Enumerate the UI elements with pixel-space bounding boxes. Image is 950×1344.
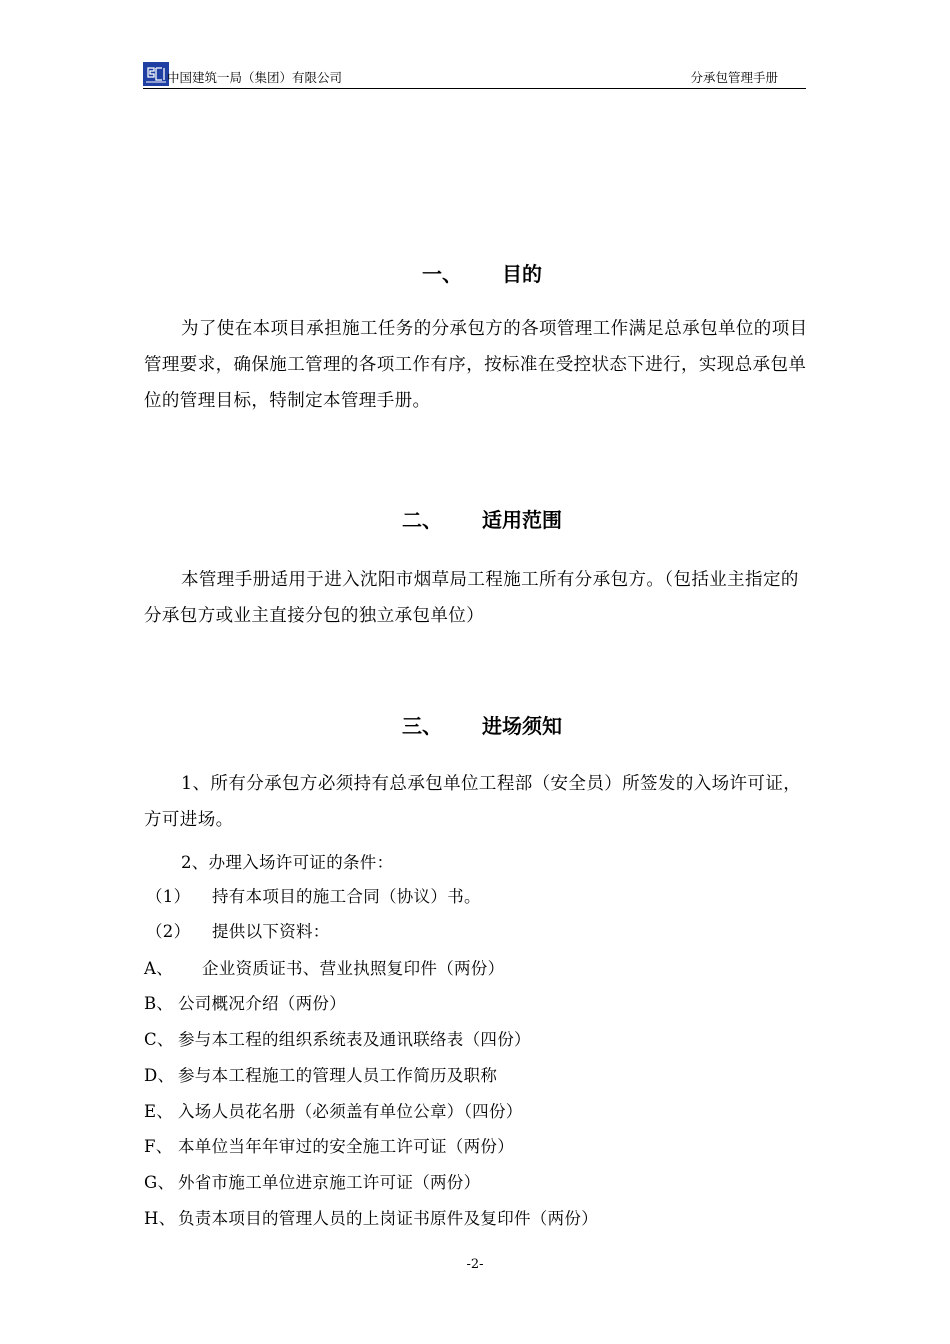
material-text: 负责本项目的管理人员的上岗证书原件及复印件（两份） [178,1209,598,1228]
condition-text: 提供以下资料： [212,922,330,941]
material-label: A、 [144,959,174,978]
material-label: F、 [144,1137,173,1156]
material-label: H、 [144,1209,176,1228]
page-header [143,62,806,89]
condition-item [146,918,330,942]
condition-item [146,883,481,907]
company-logo-icon [143,62,169,86]
page-number: -2- [466,1257,484,1272]
section-number: 三、 [401,714,442,738]
material-text: 入场人员花名册（必须盖有单位公章）（四份） [178,1102,523,1121]
material-item [144,1062,497,1086]
material-text: 本单位当年年审过的安全施工许可证（两份） [178,1137,514,1156]
section-number: 一、 [421,262,462,286]
section-title: 目的 [501,262,542,286]
purpose-paragraph: 为了使在本项目承担施工任务的分承包方的各项管理工作满足总承包单位的项目管理要求，确保施工管理的各项工作有序，按标准在受控状态下进行，实现总承包单位的管理目标，特制定本管理手册。 [144,319,808,411]
scope-paragraph: 本管理手册适用于进入沈阳市烟草局工程施工所有分承包方。（包括业主指定的分承包方或业主直接分包的独立承包单位） [144,570,799,626]
condition-label: （1） [146,887,191,906]
condition-text: 持有本项目的施工合同（协议）书。 [212,887,481,906]
material-item [144,1026,531,1050]
manual-title: 分承包管理手册 [690,70,778,85]
section-number: 二、 [401,508,442,532]
material-label: D、 [144,1066,175,1085]
company-name: 中国建筑一局（集团）有限公司 [167,70,343,85]
material-item [144,1098,523,1122]
material-item [144,990,346,1014]
material-item [144,1133,514,1157]
material-text: 参与本工程的组织系统表及通讯联络表（四份） [178,1030,531,1049]
section-heading-scope [0,480,950,533]
section-heading-entry [0,686,950,739]
entry-item-1: 1、所有分承包方必须持有总承包单位工程部（安全员）所签发的入场许可证，方可进场。 [144,774,802,830]
material-text: 参与本工程施工的管理人员工作简历及职称 [178,1066,498,1085]
material-label: C、 [144,1030,174,1049]
section-title: 适用范围 [481,508,562,532]
material-label: G、 [144,1173,175,1192]
material-text: 公司概况介绍（两份） [178,994,346,1013]
material-text: 企业资质证书、营业执照复印件（两份） [202,959,505,978]
material-item [144,955,504,979]
condition-label: （2） [146,922,191,941]
section-title: 进场须知 [481,714,562,738]
material-label: E、 [144,1102,174,1121]
material-label: B、 [144,994,174,1013]
material-item [144,1169,480,1193]
material-item [144,1205,598,1229]
material-text: 外省市施工单位进京施工许可证（两份） [178,1173,481,1192]
section-heading-purpose [0,234,950,287]
entry-item-2: 2、办理入场许可证的条件： [181,853,394,872]
